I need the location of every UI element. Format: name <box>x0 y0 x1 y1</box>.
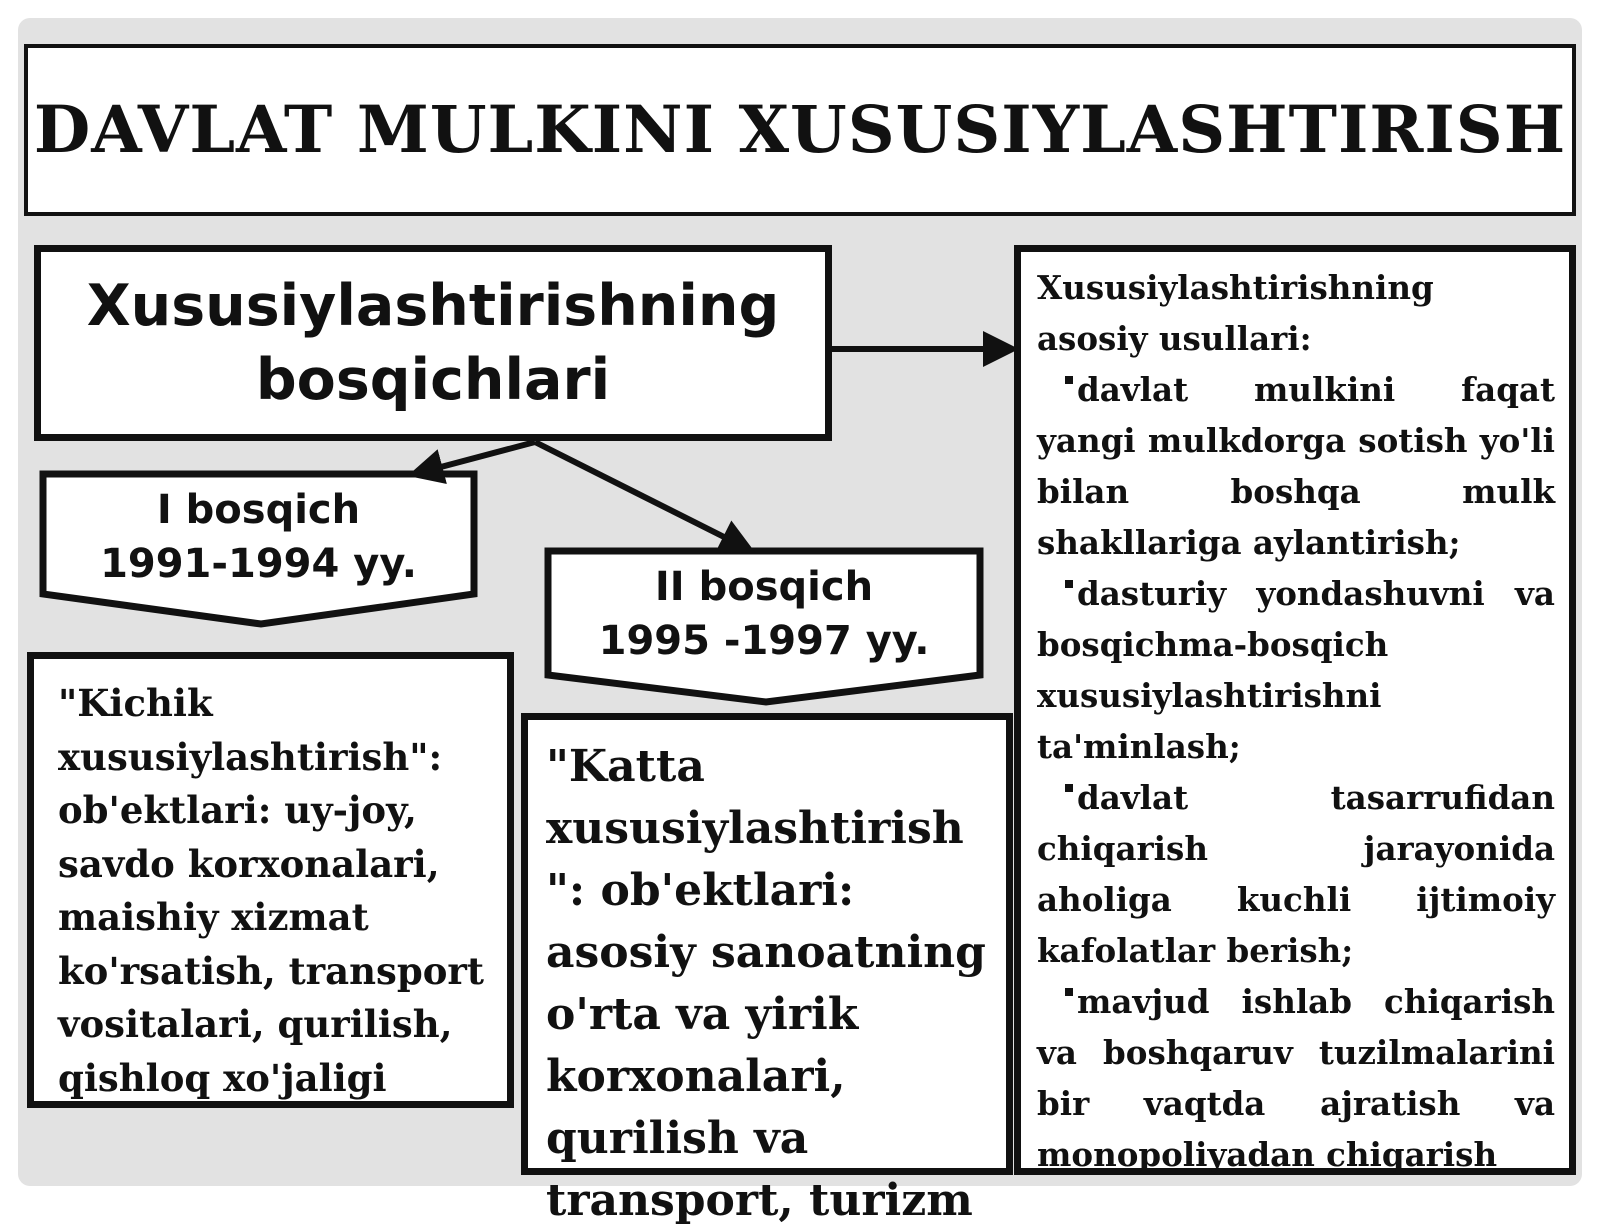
square-bullet-icon <box>1065 784 1073 792</box>
methods-item <box>1037 976 1555 1180</box>
stage2-years: 1995 -1997 yy. <box>598 618 930 664</box>
methods-item <box>1037 568 1555 772</box>
methods-item-text: davlat mulkini faqat yangi mulkdorga sotish yo'li bilan boshqa mulk shakllariga aylantirish; <box>1037 370 1555 562</box>
large-privatization-text: "Katta xususiylashtirish ": ob'ektlari: asosiy sanoatning o'rta va yirik korxonalari, qurilish va transport, turizm <box>546 741 986 1226</box>
arrow-to-stage1 <box>422 442 535 472</box>
stage1-years: 1991-1994 yy. <box>100 541 417 587</box>
methods-box <box>1014 245 1576 1175</box>
stage2-label <box>548 560 980 668</box>
methods-heading: Xususiylashtirishning asosiy usullari: <box>1037 268 1434 358</box>
page-title: DAVLAT MULKINI XUSUSIYLASHTIRISH <box>33 92 1567 168</box>
stages-line-1: Xususiylashtirishning <box>86 273 780 339</box>
square-bullet-icon <box>1065 580 1073 588</box>
arrow-to-stage2 <box>535 442 742 546</box>
stage1-name: I bosqich <box>156 487 361 533</box>
small-privatization-text: "Kichik xususiylashtirish": ob'ektlari: uy-joy, savdo korxonalari, maishiy xizmat ko'rsatish, transport vositalari, qurilish, qishloq xo'jaligi <box>58 681 485 1100</box>
methods-item <box>1037 772 1555 976</box>
methods-item-text: dasturiy yondashuvni va bosqichma-bosqich xususiylashtirishni ta'minlash; <box>1037 574 1555 766</box>
square-bullet-icon <box>1065 376 1073 384</box>
small-privatization-box <box>27 652 514 1108</box>
stage2-name: II bosqich <box>654 564 874 610</box>
large-privatization-box <box>521 713 1013 1226</box>
stage1-label <box>43 483 474 591</box>
methods-item-text: mavjud ishlab chiqarish va boshqaruv tuzilmalarini bir vaqtda ajratish va monopoliyadan chiqarish <box>1037 982 1555 1174</box>
methods-item <box>1037 364 1555 568</box>
square-bullet-icon <box>1065 988 1073 996</box>
methods-item-text: davlat tasarrufidan chiqarish jarayonida aholiga kuchli ijtimoiy kafolatlar berish; <box>1037 778 1555 970</box>
stages-line-2: bosqichlari <box>255 347 611 413</box>
